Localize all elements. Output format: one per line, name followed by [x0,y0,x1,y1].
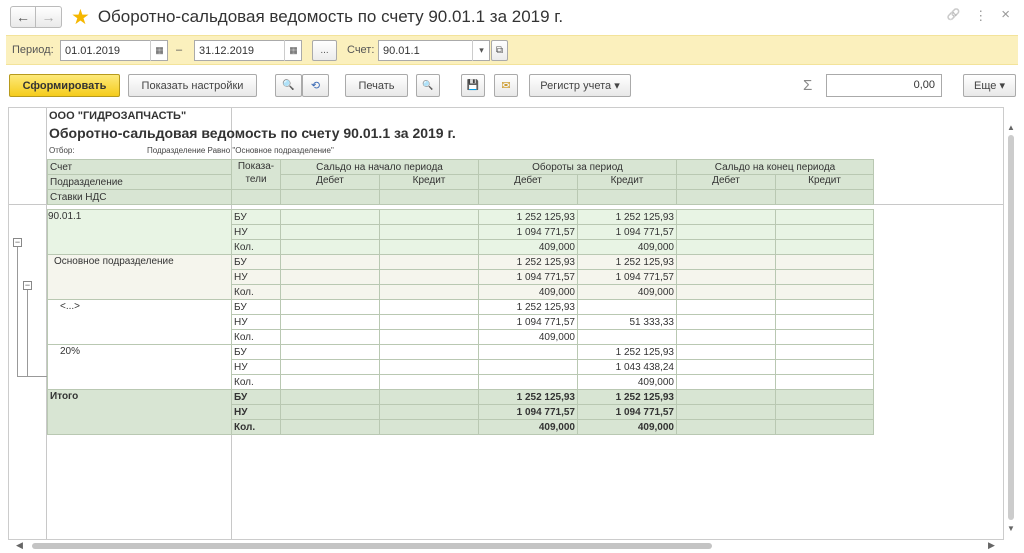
scroll-up-icon[interactable]: ▲ [1007,123,1015,132]
sigma-icon: Σ [803,77,813,94]
chevron-down-icon: ▾ [999,80,1005,92]
table-header-row [48,175,874,190]
period-label: Период: [12,44,54,56]
horizontal-scrollbar[interactable] [8,540,1004,552]
vertical-scrollbar[interactable] [1004,107,1018,540]
turnover-debit-cell [479,375,578,390]
turnover-debit-cell: 1 252 125,93 [479,300,578,315]
closing-credit-cell [776,285,874,300]
more-button[interactable] [963,74,1016,97]
closing-debit-cell [677,255,776,270]
opening-debit-cell [281,300,380,315]
header-blank [281,190,380,205]
table-row[interactable] [48,300,874,315]
header-opening-balance: Сальдо на начало периода [281,160,479,175]
header-division: Подразделение [48,175,232,190]
closing-debit-cell [677,330,776,345]
opening-debit-cell [281,330,380,345]
chevron-down-icon[interactable]: ▾ [472,40,490,61]
header-debit: Дебет [281,175,380,190]
period-select-button[interactable] [312,40,337,61]
vat-rate-cell: 20% [48,345,232,390]
opening-credit-cell [380,330,479,345]
opening-credit-cell [380,210,479,225]
closing-credit-cell [776,270,874,285]
table-row[interactable] [48,345,874,360]
header-blank [776,190,874,205]
turnover-credit-cell: 1 252 125,93 [578,210,677,225]
closing-debit-cell [677,210,776,225]
save-icon: 💾 [466,80,480,91]
scroll-left-icon[interactable]: ◀ [16,540,23,550]
closing-credit-cell [776,390,874,405]
turnover-credit-cell: 51 333,33 [578,315,677,330]
turnover-debit-cell: 1 252 125,93 [479,390,578,405]
collapse-icon[interactable]: − [14,237,21,247]
turnover-debit-cell: 409,000 [479,285,578,300]
forward-arrow-icon: → [41,9,56,25]
indicator-cell: Кол. [232,420,281,435]
closing-credit-cell [776,330,874,345]
closing-credit-cell [776,240,874,255]
collapse-icon[interactable]: − [24,280,31,290]
save-button[interactable] [461,74,485,97]
tree-line [17,376,47,377]
header-credit: Кредит [380,175,479,190]
print-button[interactable]: Печать [345,74,408,97]
calendar-icon[interactable]: ▦ [150,40,168,61]
closing-debit-cell [677,240,776,255]
header-indicators [232,160,281,190]
indicator-cell: Кол. [232,375,281,390]
selection-label: Отбор: [49,146,75,155]
opening-debit-cell [281,270,380,285]
scroll-down-icon[interactable]: ▼ [1007,524,1015,533]
back-arrow-icon: ← [16,9,30,25]
opening-debit-cell [281,405,380,420]
opening-credit-cell [380,225,479,240]
turnover-debit-cell: 409,000 [479,420,578,435]
indicator-cell: БУ [232,255,281,270]
closing-credit-cell [776,255,874,270]
date-to-field[interactable] [194,40,302,61]
selection-value: Подразделение Равно "Основное подразделение" [147,146,334,155]
header-blank [232,190,281,205]
indicator-cell: НУ [232,270,281,285]
closing-debit-cell [677,375,776,390]
report-title: Оборотно-сальдовая ведомость по счету 90.01.1 за 2019 г. [49,125,456,141]
turnover-debit-cell [479,360,578,375]
opening-debit-cell [281,210,380,225]
closing-debit-cell [677,225,776,240]
opening-debit-cell [281,255,380,270]
closing-debit-cell [677,300,776,315]
indicator-cell: Кол. [232,330,281,345]
turnover-debit-cell [479,345,578,360]
opening-debit-cell [281,240,380,255]
closing-credit-cell [776,405,874,420]
opening-credit-cell [380,405,479,420]
chevron-down-icon: ▾ [614,80,620,92]
opening-credit-cell [380,285,479,300]
header-indicators-line1: Показа- [237,161,275,172]
opening-debit-cell [281,345,380,360]
turnover-credit-cell: 1 094 771,57 [578,405,677,420]
tree-line [27,288,28,376]
opening-credit-cell [380,390,479,405]
generate-button[interactable]: Сформировать [9,74,120,97]
closing-debit-cell [677,390,776,405]
more-menu-icon[interactable]: ⋮ [974,8,988,23]
sum-field: 0,00 [826,74,942,97]
closing-credit-cell [776,300,874,315]
turnover-credit-cell: 409,000 [578,285,677,300]
toolbar [0,74,1024,100]
header-debit: Дебет [479,175,578,190]
search-next-button[interactable] [302,74,329,97]
filter-bar [6,35,1018,65]
indicator-cell: БУ [232,390,281,405]
mail-icon: ✉ [501,80,511,92]
turnover-credit-cell: 1 094 771,57 [578,225,677,240]
opening-credit-cell [380,300,479,315]
table-row[interactable] [48,255,874,270]
closing-debit-cell [677,420,776,435]
opening-debit-cell [281,360,380,375]
turnover-credit-cell: 1 043 438,24 [578,360,677,375]
division-cell: Основное подразделение [48,255,232,300]
indicator-cell: НУ [232,225,281,240]
indicator-cell: БУ [232,210,281,225]
vat-rate-cell: <...> [48,300,232,345]
opening-credit-cell [380,270,479,285]
turnover-credit-cell: 1 252 125,93 [578,390,677,405]
turnover-debit-cell: 409,000 [479,330,578,345]
show-settings-button[interactable]: Показать настройки [128,74,257,97]
turnover-credit-cell [578,300,677,315]
opening-debit-cell [281,375,380,390]
turnover-credit-cell: 409,000 [578,420,677,435]
turnover-debit-cell: 1 094 771,57 [479,270,578,285]
closing-debit-cell [677,270,776,285]
close-icon[interactable]: × [1001,6,1010,23]
opening-debit-cell [281,225,380,240]
account-cell: 90.01.1 [48,210,232,255]
organization-name: ООО "ГИДРОЗАПЧАСТЬ" [49,110,187,122]
opening-debit-cell [281,420,380,435]
period-dash: – [176,44,183,56]
closing-debit-cell [677,360,776,375]
opening-credit-cell [380,360,479,375]
search-next-icon: ⟲ [310,80,321,92]
closing-credit-cell [776,345,874,360]
table-row[interactable] [48,390,874,405]
opening-debit-cell [281,315,380,330]
indicator-cell: БУ [232,345,281,360]
favorite-star-icon[interactable]: ★ [71,5,90,29]
turnover-credit-cell: 409,000 [578,240,677,255]
header-account: Счет [48,160,232,175]
header-debit: Дебет [677,175,776,190]
turnover-credit-cell: 1 094 771,57 [578,270,677,285]
header-credit: Кредит [578,175,677,190]
closing-debit-cell [677,345,776,360]
turnover-credit-cell [578,330,677,345]
scroll-thumb[interactable] [32,543,712,549]
link-icon[interactable]: 🔗 [946,9,961,21]
account-open-button[interactable] [491,40,508,61]
turnover-debit-cell: 1 252 125,93 [479,210,578,225]
register-dropdown-button[interactable] [529,74,631,97]
indicator-cell: БУ [232,300,281,315]
preview-icon: 🔍 [422,80,434,90]
print-preview-button[interactable] [416,74,440,97]
search-icon: 🔍 [282,80,295,91]
header-closing-balance: Сальдо на конец периода [677,160,874,175]
opening-credit-cell [380,255,479,270]
indicator-cell: НУ [232,315,281,330]
more-label: Еще [974,79,997,92]
table-header-row [48,160,874,175]
header-blank [578,190,677,205]
ellipsis-icon: ... [320,45,329,56]
closing-credit-cell [776,360,874,375]
header-turnover: Обороты за период [479,160,677,175]
turnover-credit-cell: 1 252 125,93 [578,255,677,270]
turnover-debit-cell: 409,000 [479,240,578,255]
tree-line [17,245,18,377]
closing-debit-cell [677,405,776,420]
closing-credit-cell [776,375,874,390]
scroll-thumb[interactable] [1008,135,1014,520]
opening-credit-cell [380,420,479,435]
opening-debit-cell [281,285,380,300]
open-icon: ⧉ [495,45,504,56]
header-blank [479,190,578,205]
header-indicators-line2: тели [245,174,267,185]
opening-credit-cell [380,375,479,390]
closing-credit-cell [776,225,874,240]
total-label-cell: Итого [48,390,232,435]
opening-credit-cell [380,240,479,255]
date-from-field[interactable] [60,40,168,61]
scroll-right-icon[interactable]: ▶ [988,540,995,550]
account-label: Счет: [347,44,375,56]
header-blank [677,190,776,205]
turnover-debit-cell: 1 094 771,57 [479,405,578,420]
report-area[interactable] [8,107,1004,540]
calendar-icon[interactable]: ▦ [284,40,302,61]
search-button[interactable] [275,74,302,97]
closing-credit-cell [776,420,874,435]
window-title: Оборотно-сальдовая ведомость по счету 90.01.1 за 2019 г. [97,7,564,26]
send-mail-button[interactable] [494,74,518,97]
turnover-debit-cell: 1 094 771,57 [479,225,578,240]
register-label: Регистр учета [540,79,612,92]
account-field[interactable] [378,40,490,61]
turnover-credit-cell: 409,000 [578,375,677,390]
indicator-cell: Кол. [232,240,281,255]
table-row[interactable] [48,210,874,225]
indicator-cell: НУ [232,360,281,375]
turnover-debit-cell: 1 252 125,93 [479,255,578,270]
turnover-debit-cell: 1 094 771,57 [479,315,578,330]
indicator-cell: НУ [232,405,281,420]
header-blank [380,190,479,205]
closing-debit-cell [677,315,776,330]
closing-credit-cell [776,315,874,330]
header-credit: Кредит [776,175,874,190]
opening-credit-cell [380,345,479,360]
turnover-credit-cell: 1 252 125,93 [578,345,677,360]
indicator-cell: Кол. [232,285,281,300]
table-header-row [48,190,874,205]
header-vat-rates: Ставки НДС [48,190,232,205]
opening-debit-cell [281,390,380,405]
report-table [47,159,874,435]
closing-credit-cell [776,210,874,225]
title-bar [0,0,1024,34]
forward-button[interactable] [36,6,62,28]
opening-credit-cell [380,315,479,330]
back-button[interactable] [10,6,36,28]
closing-debit-cell [677,285,776,300]
